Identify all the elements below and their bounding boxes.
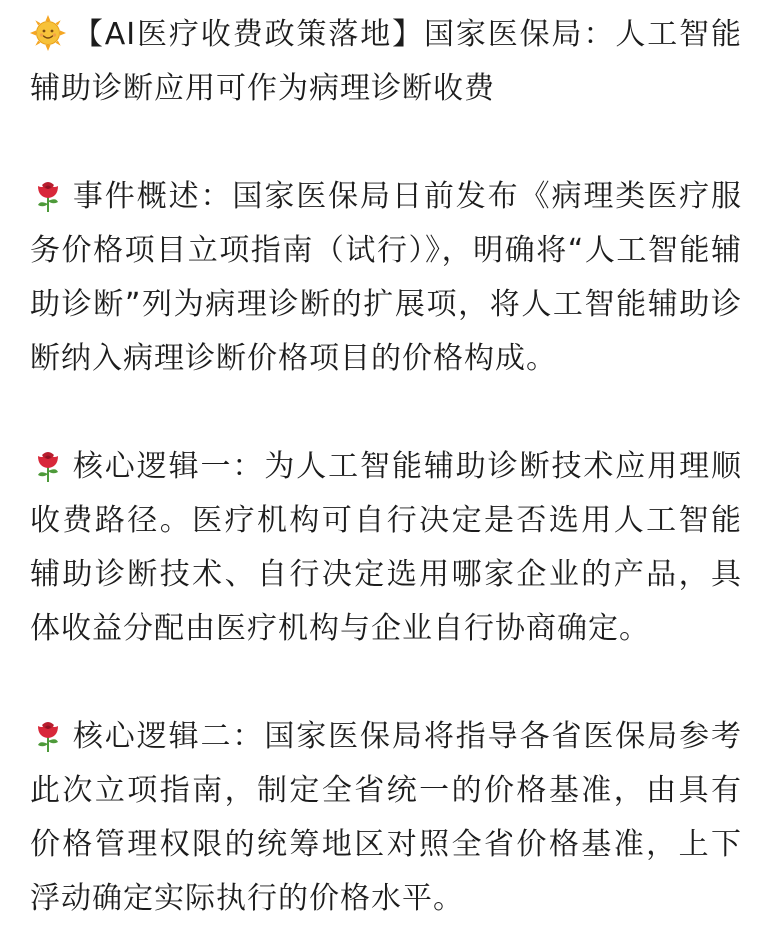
post-body [30, 8, 742, 926]
event-overview-paragraph [30, 170, 742, 386]
core-logic-one-text: 核心逻辑一：为人工智能辅助诊断技术应用理顺收费路径。医疗机构可自行决定是否选用人工智能辅助诊断技术、自行决定选用哪家企业的产品，具体收益分配由医疗机构与企业自行协商确定。 [30, 449, 742, 646]
core-logic-one-paragraph [30, 440, 742, 656]
core-logic-two-paragraph [30, 710, 742, 926]
sun-with-face-icon [30, 15, 66, 51]
headline-text: 【AI医疗收费政策落地】国家医保局：人工智能辅助诊断应用可作为病理诊断收费 [30, 17, 742, 106]
event-overview-text: 事件概述：国家医保局日前发布《病理类医疗服务价格项目立项指南（试行）》，明确将“人工智能辅助诊断”列为病理诊断的扩展项，将人工智能辅助诊断纳入病理诊断价格项目的价格构成。 [30, 179, 742, 376]
core-logic-two-text: 核心逻辑二：国家医保局将指导各省医保局参考此次立项指南，制定全省统一的价格基准，由具有价格管理权限的统筹地区对照全省价格基准，上下浮动确定实际执行的价格水平。 [30, 719, 742, 916]
rose-icon [30, 177, 66, 213]
post-headline [30, 8, 742, 116]
rose-icon [30, 447, 66, 483]
rose-icon [30, 717, 66, 753]
